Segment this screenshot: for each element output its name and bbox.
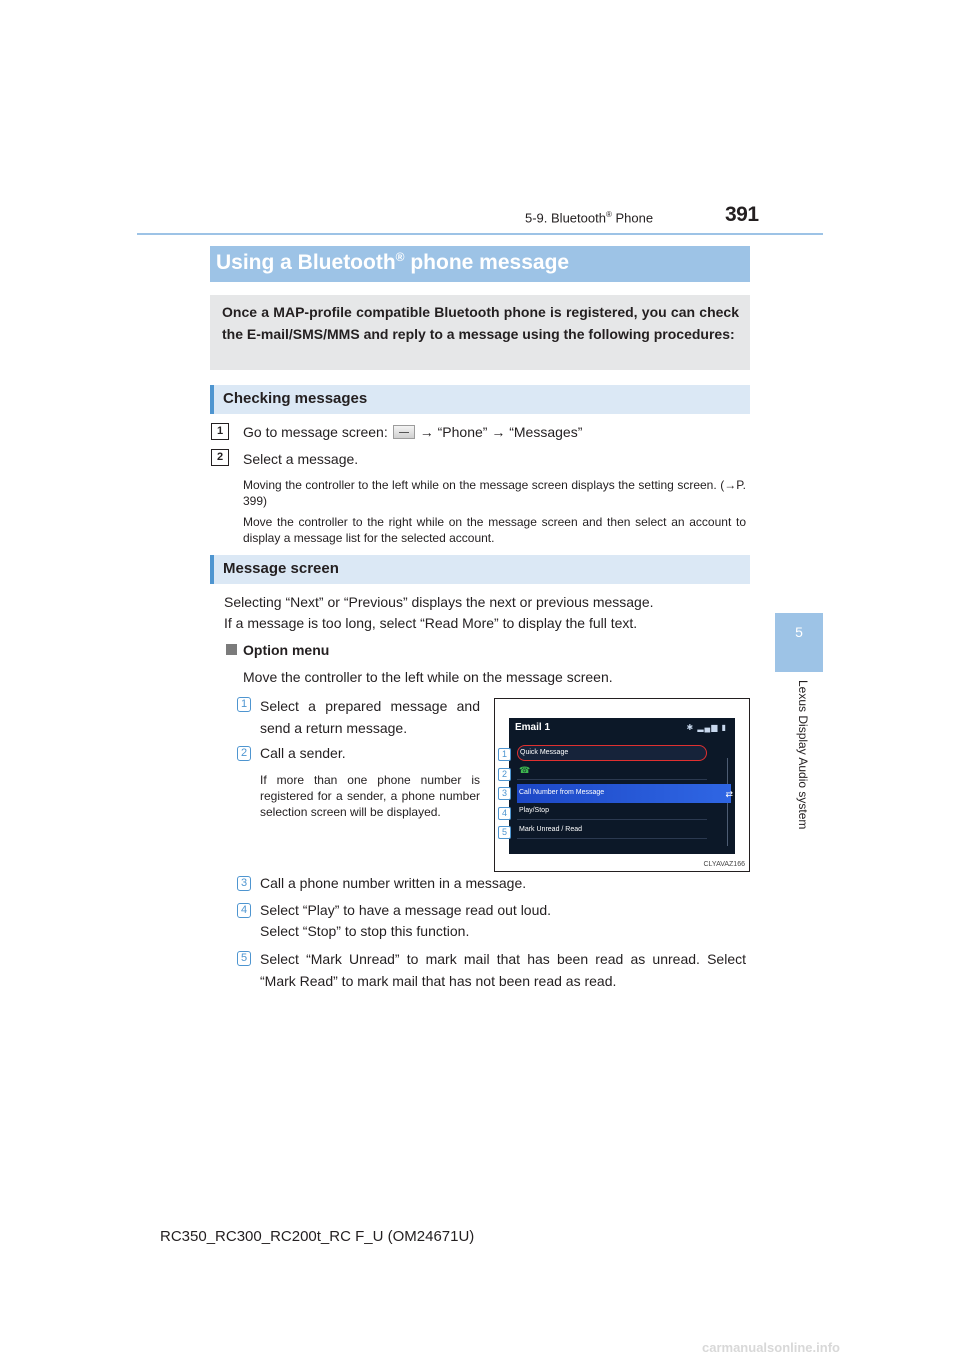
- chapter-tab: 5: [775, 613, 823, 672]
- item-3-text: Call a phone number written in a message.: [260, 875, 527, 891]
- callout-2: 2: [498, 768, 511, 781]
- item-number-2: 2: [237, 746, 251, 761]
- option-quick-message: Quick Message: [517, 745, 707, 761]
- screen-title: Email 1: [515, 722, 551, 733]
- option-play-stop: Play/Stop: [517, 804, 707, 820]
- item-number-3: 3: [237, 876, 251, 891]
- step-badge-2: 2: [211, 449, 229, 466]
- note-2: Move the controller to the right while on the message screen and then select an account to display a message list for the selected account.: [243, 515, 746, 545]
- message-screen-line-2: If a message is too long, select “Read More” to display the full text.: [224, 615, 638, 631]
- item-2-text: Call a sender.: [260, 745, 346, 761]
- step-badge-1: 1: [211, 423, 229, 440]
- message-screen-heading: Message screen: [210, 555, 750, 584]
- callout-5: 5: [498, 826, 511, 839]
- item-number-4: 4: [237, 903, 251, 918]
- item-4-text-2: Select “Stop” to stop this function.: [260, 923, 470, 939]
- option-mark-unread: Mark Unread / Read: [517, 823, 707, 839]
- checking-messages-heading: Checking messages: [210, 385, 750, 414]
- callout-4: 4: [498, 807, 511, 820]
- chapter-title: 5-9. Bluetooth® Phone: [525, 210, 654, 226]
- section-title: Using a Bluetooth® phone message: [210, 246, 750, 282]
- note-1: Moving the controller to the left while on the message screen displays the setting screen. (→P. 399): [243, 478, 746, 508]
- display-screen: [509, 718, 735, 854]
- item-1-text: Select a prepared message and send a return message.: [260, 698, 480, 736]
- watermark: carmanualsonline.info: [702, 1340, 840, 1355]
- item-number-1: 1: [237, 697, 251, 712]
- step-2-text: Select a message.: [243, 451, 359, 467]
- step-1-text: Go to message screen: → “Phone” → “Messages”: [243, 424, 583, 440]
- intro-box: Once a MAP-profile compatible Bluetooth phone is registered, you can check the E-mail/SMS/MMS and reply to a message using the following procedures:: [210, 295, 750, 370]
- option-menu-heading: Option menu: [243, 642, 330, 658]
- callout-3: 3: [498, 787, 511, 800]
- message-screen-line-1: Selecting “Next” or “Previous” displays the next or previous message.: [224, 594, 654, 610]
- item-number-5: 5: [237, 951, 251, 966]
- message-option-screenshot: [494, 698, 750, 872]
- chapter-label: Lexus Display Audio system: [796, 680, 810, 830]
- option-call-number: Call Number from Message: [517, 784, 731, 803]
- image-code: CLYAVAZ166: [703, 861, 745, 868]
- status-icons: ✱ ▂▄▆ ▮: [686, 723, 727, 732]
- item-5-text: Select “Mark Unread” to mark mail that has been read as unread. Select “Mark Read” to mark mail that has not been read as read.: [260, 951, 746, 989]
- phone-icon: ☎: [517, 764, 707, 780]
- header-rule: [137, 233, 823, 235]
- manual-code-footer: RC350_RC300_RC200t_RC F_U (OM24671U): [160, 1228, 475, 1245]
- square-bullet-icon: [226, 644, 237, 655]
- right-arrow-icon: ⇄: [725, 789, 733, 799]
- option-menu-intro: Move the controller to the left while on the message screen.: [243, 669, 613, 685]
- menu-button-icon: [393, 425, 415, 439]
- item-4-text: Select “Play” to have a message read out loud.: [260, 902, 552, 918]
- page-number: 391: [725, 203, 759, 226]
- callout-1: 1: [498, 748, 511, 761]
- item-2-note: If more than one phone number is registered for a sender, a phone number selection screen will be displayed.: [260, 773, 480, 819]
